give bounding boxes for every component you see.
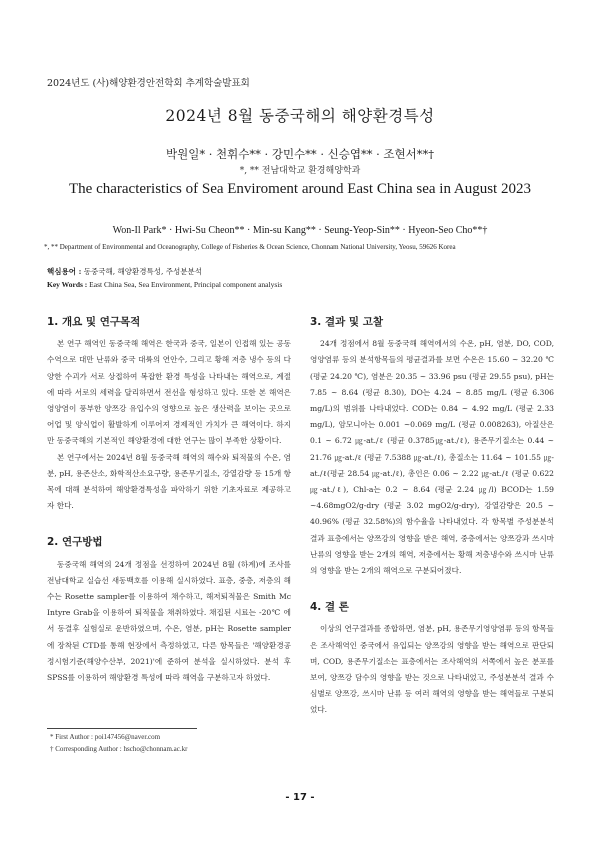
section-heading-results: 3. 결과 및 고찰 [310, 316, 383, 328]
intro-paragraph-1: 본 연구 해역인 동중국해 해역은 한국과 중국, 일본이 인접해 있는 공동수역으로 대만 난류와 중국 대륙의 연안수, 그리고 황해 저층 냉수 등의 다양한 수괴가 서로 상접하여 복잡한 환경 특성을 나타내는 해역으로, 계절에 따라 서로의 세력을 달리하면서 전선을 형성하고 있다. 또한 본 해역은 영양염이 풍부한 양쯔강 유입수의 영향으로 높은 생산력을 보이는 곳으로 어업 및 양식업이 활발하게 이루어져 경제적인 가치가 큰 해역이다. 하지만 동중국해의 기본적인 해양환경에 대한 연구는 많이 부족한 상황이다. [47, 339, 291, 446]
section-heading-intro: 1. 개요 및 연구목적 [47, 316, 141, 328]
footnote-first-author: * First Author : poi147456@naver.com [50, 733, 161, 741]
footnote-divider [47, 728, 197, 729]
results-paragraph-1: 24개 정점에서 8월 동중국해 해역에서의 수온, pH, 염분, DO, COD, 영양염류 등의 분석항목들의 평균결과를 보면 수온은 15.60 ~ 32.20 ℃ (평균 24.20 ℃), 염분은 20.35 ~ 33.96 psu (평균 29.55 psu), pH는 7.85 ~ 8.64 (평균 8.30), DO는 4.24 ~ 8.85 mg/L (평균 6.306 mg/L)의 범위를 나타내었다. COD는 0.84 ~ 4.92 mg/L (평균 2.33 mg/L), 암모니아는 0.001 ~0.069 mg/L (평균 0.008263), 아질산은 0.1 ~ 6.72 ㎍-at./ℓ (평균 0.3785㎍-at./ℓ), 용존무기질소는 0.44 ~ 21.76 ㎍-at./ℓ (평균 7.5388 ㎍-at./ℓ), 총질소는 11.64 ~ 101.55 ㎍-at./ℓ(평균 28.54 ㎍-at./ℓ), 총인은 0.06 ~ 2.22 ㎍-at./ℓ (평균 0.622 ㎍-at./ℓ), Chl-a는 0.2 ~ 8.64 (평균 2.24 ㎍/l) BCOD는 1.59 ~4.68mgO2/g-dry (평균 3.02 mgO2/g-dry), 강열감량은 20.5 ~ 40.96% (평균 32.58%)의 함수율을 나타내었다. 각 항목별 주성분분석 결과 표층에서는 양쯔강의 영향을 받은 해역, 중층에서는 양쯔강과 쓰시마 난류의 영향을 받는 2개의 해역, 저층에서는 황해 저층냉수와 쓰시마 난류의 영향을 받는 2개의 해역으로 구분되어졌다. [310, 339, 554, 576]
conference-header: 2024년도 (사)해양환경안전학회 추계학술발표회 [47, 78, 250, 89]
keywords-english [47, 280, 282, 289]
conclusion-paragraph-1: 이상의 연구결과를 종합하면, 염분, pH, 용존무기영양염류 등의 항목들은 조사해역인 중국에서 유입되는 양쯔강의 영향을 받는 해역으로 판단되며, COD, 용존무기질소는 표층에서는 조사해역의 서쪽에서 높은 분포를 보여, 양쯔강 담수의 영향을 받는 것으로 나타내었고, 주성분분석 결과 수심별로 양쯔강, 쓰시마 난류 등 여러 해역의 영향을 받는 해역들로 구분되었다. [310, 624, 554, 715]
section-heading-conclusion: 4. 결 론 [310, 601, 349, 614]
paper-title-korean: 2024년 8월 동중국해의 해양환경특성 [165, 107, 435, 125]
affiliation-english: *, ** Department of Environmental and Oceanography, College of Fisheries & Ocean Science, Chonnam National University, Yeosu, 59626 Korea [44, 243, 456, 251]
keywords-english-label: Key Words : [47, 280, 88, 289]
method-paragraph-1: 동중국해 해역의 24개 정점을 선정하여 2024년 8월 (하계)에 조사를 전남대학교 실습선 새동백호를 이용해 실시하였다. 표층, 중층, 저층의 해수는 Rosette sampler를 이용하여 채수하고, 해저퇴적물은 Smith Mc Intyre Grab을 이용하여 퇴적물을 채취하였다. 채집된 시료는 -20℃ 에서 동결후 실험실로 운반하였으며, 수온, 염분, pH는 Rosette sampler에 장착된 CTD를 통해 현장에서 측정하였고, 다른 항목들은 '해양환경공정시험기준(해양수산부, 2021)'에 준하여 분석을 실시하였다. 분석 후 SPSS를 이용하여 해양환경 특성에 따라 해역을 구분하고자 하였다. [47, 559, 291, 683]
right-column [310, 314, 554, 719]
keywords-korean-text: 동중국해, 해양환경특성, 주성분분석 [81, 267, 202, 276]
affiliation-korean: *, ** 전남대학교 환경해양학과 [239, 166, 361, 176]
authors-english: Won-Il Park* · Hwi-Su Cheon** · Min-su Kang** · Seung-Yeop-Sin** · Hyeon-Seo Cho**† [112, 225, 488, 236]
section-heading-method: 2. 연구방법 [47, 536, 103, 549]
keywords-korean-label: 핵심용어 : [47, 267, 82, 276]
keywords-korean [47, 266, 202, 277]
footnote-corresponding-author: † Corresponding Author : hscho@chonnam.ac.kr [50, 745, 188, 753]
page-number: - 17 - [285, 792, 315, 803]
authors-korean: 박원일* · 천휘수** · 강민수** · 신승엽** · 조현서**† [166, 147, 434, 161]
paper-title-english: The characteristics of Sea Enviroment around East China sea in August 2023 [69, 181, 531, 197]
keywords-english-text: East China Sea, Sea Environment, Principal component analysis [87, 280, 283, 289]
left-column [47, 314, 291, 686]
intro-paragraph-2: 본 연구에서는 2024년 8월 동중국해 해역의 해수와 퇴적물의 수온, 염분, pH, 용존산소, 화학적산소요구량, 용존무기질소, 강열감량 등 15개 항목에 대해 분석하여 해양환경특성을 파악하기 위한 기초자료로 제공하고자 한다. [47, 452, 291, 511]
